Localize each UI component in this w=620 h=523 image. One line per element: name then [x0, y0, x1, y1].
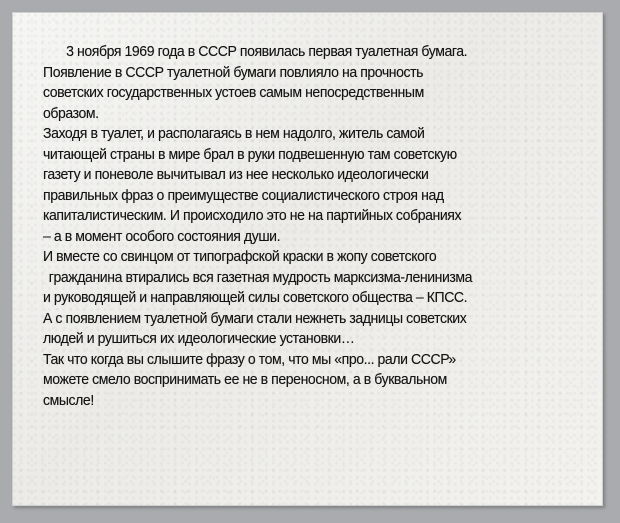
text-line-12: гражданина втирались вся газетная мудрость марксизма-ленинизма [48, 269, 473, 286]
text-line-7: газету и поневоле вычитывал из нее несколько идеологически [43, 167, 429, 183]
article-text [43, 42, 579, 411]
text-line-2: Появление в СССР туалетной бумаги повлияло на прочность [43, 64, 424, 81]
text-line-14: А с появлением туалетной бумаги стали нежнеть задницы советских [43, 310, 467, 327]
text-line-15: людей и рушиться их идеологические установки… [43, 331, 355, 347]
text-line-8: правильных фраз о преимуществе социалистического строя над [43, 187, 444, 204]
text-line-10: – а в момент особого состояния души. [43, 228, 281, 245]
text-line-13: и руководящей и направляющей силы советского общества – КПСС. [43, 290, 468, 306]
text-line-9: капиталистическим. И происходило это не на партийных собраниях [43, 208, 462, 224]
text-line-18: смысле! [43, 392, 94, 409]
text-line-17: можете смело воспринимать ее не в переносном, а в буквальном [43, 372, 447, 388]
text-card [12, 12, 603, 506]
text-line-5: Заходя в туалет, и располагаясь в нем надолго, житель самой [43, 126, 425, 142]
text-line-1: 3 ноября 1969 года в СССР появилась первая туалетная бумага. [66, 44, 468, 60]
text-line-3: советских государственных устоев самым непосредственным [43, 85, 424, 101]
text-line-16: Так что когда вы слышите фразу о том, что мы «про... рали СССР» [43, 351, 456, 368]
text-line-11: И вместе со свинцом от типографской краски в жопу советского [43, 249, 437, 265]
text-line-6: читающей страны в мире брал в руки подвешенную там советскую [43, 146, 457, 163]
text-line-4: образом. [43, 105, 99, 122]
